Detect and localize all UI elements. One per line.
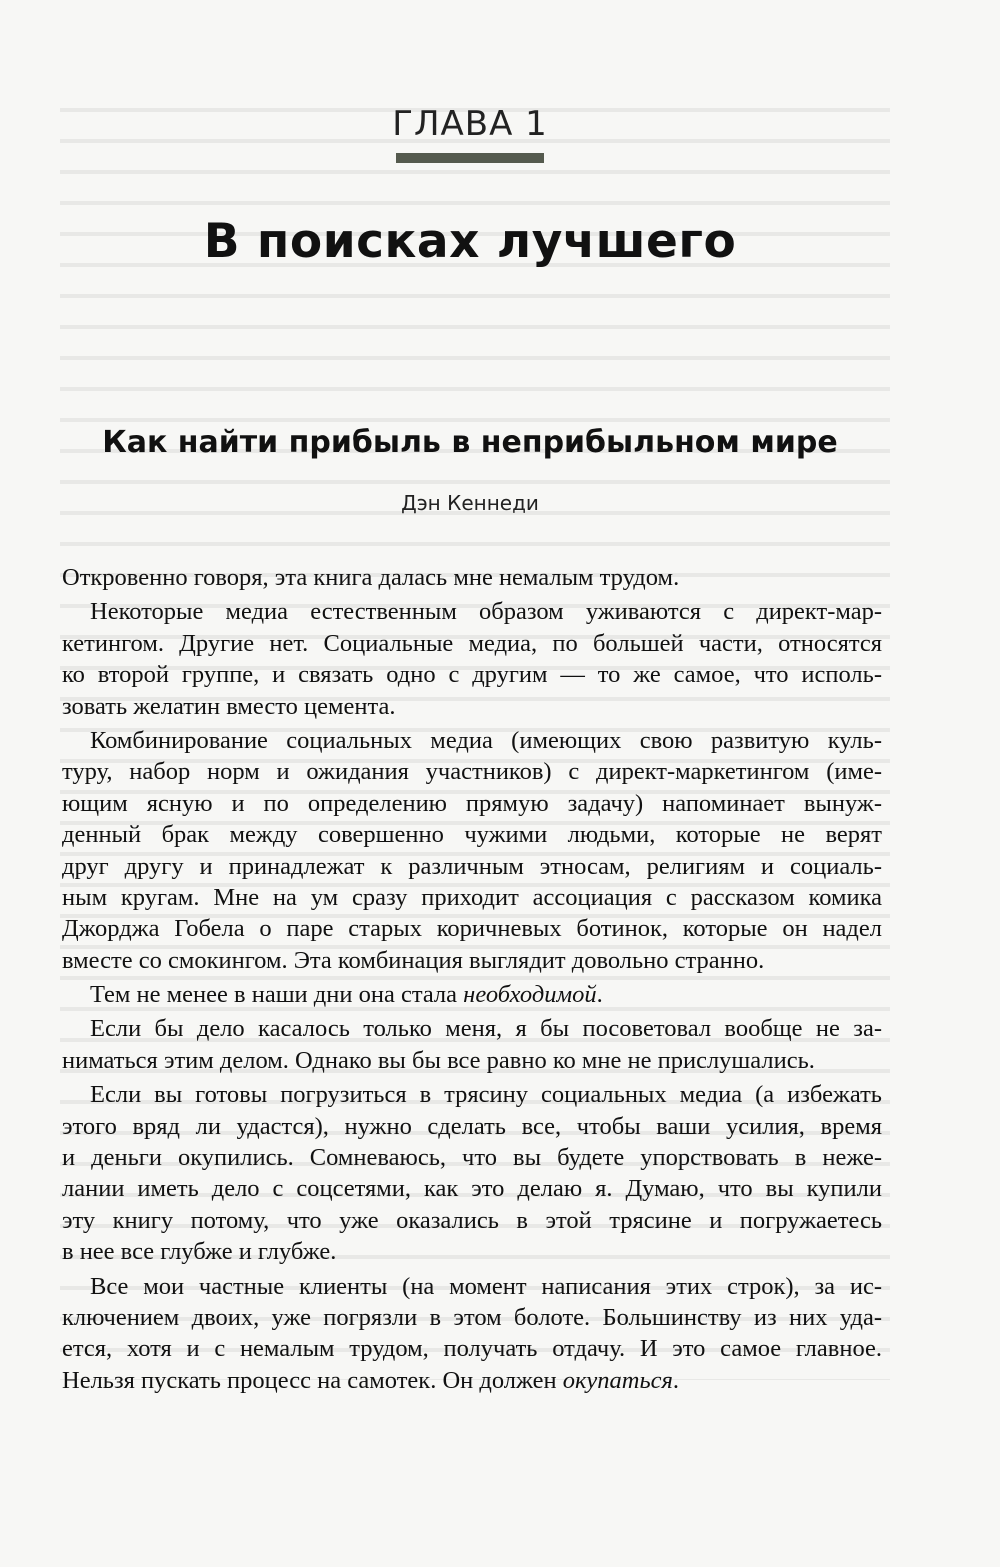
text-line: и деньги окупились. Сомневаюсь, что вы будете упорствовать в неже- [62,1144,882,1172]
text-line: ключением двоих, уже погрязли в этом болоте. Большинству из них уда- [62,1303,882,1331]
chapter-title: В поисках лучшего [203,214,737,269]
emphasis-text: окупаться [562,1366,673,1394]
text-line: ется, хотя и с немалым трудом, получать отдачу. И это самое главное. [62,1335,882,1363]
emphasis-text: необходимой [463,981,597,1009]
chapter-label: ГЛАВА 1 [392,104,548,144]
text-line: кетингом. Другие нет. Социальные медиа, по большей части, относятся [62,629,882,657]
text-line: вместе со смокингом. Эта комбинация выглядит довольно странно. [62,946,765,974]
text-line: ющим ясную и по определению прямую задачу) напоминает вынуж- [62,789,882,817]
text-line [62,1365,882,1396]
text-line: Откровенно говоря, эта книга далась мне немалым трудом. [62,564,680,591]
text-line: этого вряд ли удастся), нужно сделать все, чтобы ваши усилия, время [62,1112,882,1140]
text-line: ным кругам. Мне на ум сразу приходит ассоциация с рассказом комика [62,883,882,911]
text-line: лании иметь дело с соцсетями, как это делаю я. Думаю, что вы купили [62,1175,882,1203]
text-line: ниматься этим делом. Однако вы бы все равно ко мне не прислушались. [62,1046,815,1074]
text-line: Если вы готовы погрузиться в трясину социальных медиа (а избежать [90,1081,882,1109]
text-line: Все мои частные клиенты (на момент написания этих строк), за ис- [90,1272,882,1300]
section-title: Как найти прибыль в неприбыльном мире [102,425,838,460]
text-run: Нельзя пускать процесс на самотек. Он должен [62,1366,563,1394]
text-line: друг другу и принадлежат к различным этносам, религиям и социаль- [62,852,882,880]
text-line: в нее все глубже и глубже. [62,1238,337,1266]
section-author: Дэн Кеннеди [401,491,539,515]
text-line: Если бы дело касалось только меня, я бы посоветовал вообще не за- [90,1015,882,1043]
text-line: Джорджа Гобела о паре старых коричневых ботинок, которые он надел [62,915,882,943]
text-line [62,979,882,1010]
text-line: ко второй группе, и связать одно с другим — то же самое, что исполь- [62,661,882,689]
text-line: Комбинирование социальных медиа (имеющих свою развитую куль- [90,726,882,754]
text-line: туру, набор норм и ожидания участников) с директ-маркетингом (име- [62,758,882,786]
chapter-rule-divider [396,153,544,163]
text-run: Тем не менее в наши дни она стала [90,981,464,1009]
text-run: . [672,1366,680,1394]
text-line: денный брак между совершенно чужими людьми, которые не верят [62,821,882,849]
body-text [62,562,882,1396]
text-run: . [596,981,603,1009]
text-line: зовать желатин вместо цемента. [62,692,396,720]
text-line: эту книгу потому, что уже оказались в этой трясине и погружаетесь [62,1206,882,1234]
text-line: Некоторые медиа естественным образом уживаются с директ-мар- [90,598,882,626]
